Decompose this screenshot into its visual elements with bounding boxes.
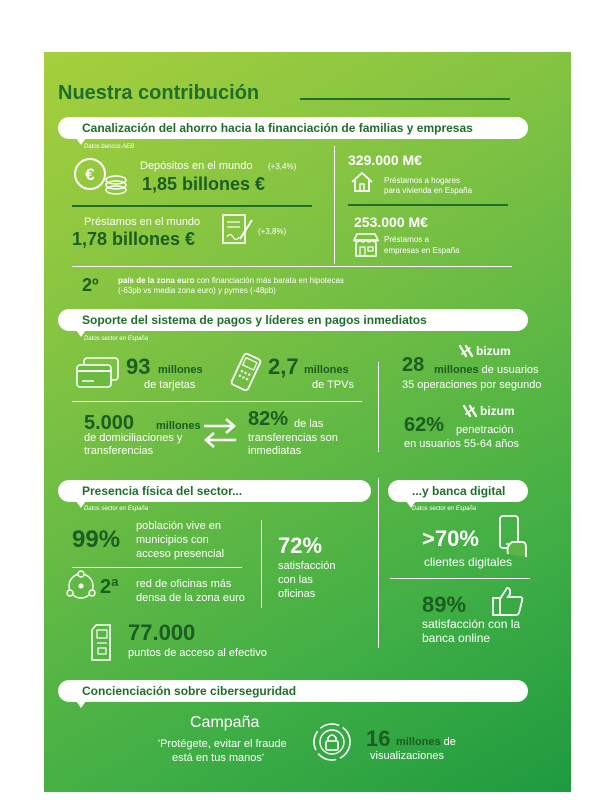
instant-transfers-line1: de las [294,418,324,430]
bizum-users-text: de usuarios [478,364,539,376]
bizum-logo [458,344,474,358]
campaign-line2: está en tus manos' [172,752,264,764]
domiciliations-label-line1: de domiciliaciones y [84,432,183,444]
contract-signature-icon [220,212,256,248]
divider [72,567,242,568]
bizum-users-value [402,354,424,377]
digital-clients-value: >70% [422,526,479,551]
rank-text: con financiación más barata en hipotecas [194,276,344,285]
instant-transfers-line3: inmediatas [248,445,302,457]
bizum-penetration-line1: penetración [456,424,514,436]
population-access-value: 99% [72,526,121,553]
section-header-digital: ...y banca digital [388,480,528,502]
deposits-label: Depósitos en el mundo [140,160,253,172]
tpv-unit: millones [304,364,349,376]
mortgage-label-line1: Préstamos a hogares [384,176,461,185]
divider [390,578,530,579]
cards-label: de tarjetas [144,379,196,391]
divider [334,146,335,264]
branch-density-value: 2ª [100,576,119,598]
bizum-users-unit: millones [434,364,479,376]
population-access-line2: municipios con [136,534,209,546]
loans-value: 1,78 billones € [72,229,196,249]
business-loans-label-line1: Préstamos a [384,235,429,244]
loans-label: Préstamos en el mundo [84,216,201,228]
rank-number: 2º [82,275,99,295]
branch-satisfaction-value: 72% [278,533,323,558]
atm-icon [88,622,116,662]
source-note: Datos sector en España [412,506,477,512]
section-header-savings: Canalización del ahorro hacia la financiación de familias y empresas [58,117,528,139]
bizum-brand: bizum [480,404,515,418]
views-value: 16 [366,726,391,751]
source-note: Datos sector en España [84,336,149,342]
mortgage-value: 329.000 M€ [348,152,422,168]
credit-cards-icon [74,356,122,390]
bizum-users-label [434,364,539,377]
views-text: de [440,736,456,748]
tpv-value: 2,7 [268,354,299,379]
branch-network-icon [64,570,98,602]
cards-value: 93 [126,354,151,379]
branch-satisfaction-line3: oficinas [278,588,316,600]
rank-text-line1 [118,276,344,286]
lock-shield-icon [312,722,352,762]
bizum-penetration-line2: en usuarios 55-64 años [404,438,519,450]
branch-satisfaction-line1: satisfacción [278,560,336,572]
source-note: Datos sector en España [84,506,149,512]
section-header-physical: Presencia física del sector... [58,480,371,502]
bizum-logo [462,404,478,418]
views-label: visualizaciones [370,750,444,762]
branch-satisfaction-line2: con las [278,574,313,586]
online-satisfaction-line2: banca online [422,631,491,645]
digital-clients-label: clientes digitales [424,555,513,569]
house-icon [350,170,374,194]
views-unit: millones [396,736,441,748]
pos-terminal-icon [228,352,264,392]
loans-change: (+3,8%) [258,227,287,236]
business-loans-label-line2: empresas en España [384,246,460,255]
exchange-arrows-icon [200,416,240,450]
divider [348,204,508,206]
online-satisfaction-value: 89% [422,592,467,617]
online-satisfaction-line1: satisfacción con la [422,617,521,631]
section-header-payments: Soporte del sistema de pagos y líderes en pagos inmediatos [58,309,528,331]
cash-access-label: puntos de acceso al efectivo [128,647,267,659]
divider [72,401,362,402]
phone-hand-icon [494,514,530,558]
views-unit-line [396,736,456,749]
title-divider [300,98,510,100]
shop-icon [352,232,380,258]
business-loans-value: 253.000 M€ [354,214,428,230]
domiciliations-label-line2: transferencias [84,445,154,457]
campaign-line1: 'Protégete, evitar el fraude [158,738,287,750]
campaign-title: Campaña [190,714,260,731]
svg-text:€: € [85,165,95,184]
deposits-change: (+3,4%) [268,162,297,171]
cash-access-value: 77.000 [128,620,196,645]
tpv-label: de TPVs [312,379,354,391]
rank-text-line2: (-63pb vs media zona euro) y pymes (-48pb) [118,286,276,295]
instant-transfers-value: 82% [248,408,289,430]
rank-highlight: país de la zona euro [118,276,195,285]
bizum-icon [458,344,474,358]
branch-density-line2: densa de la zona euro [136,592,245,604]
euro-coins-icon [72,156,132,196]
mortgage-label-line2: para vivienda en España [384,186,473,195]
bizum-ops: 35 operaciones por segundo [402,379,542,391]
thumbs-up-icon [490,584,526,618]
branch-density-line1: red de oficinas más [136,578,232,590]
divider [378,362,379,452]
bizum-icon [462,404,478,418]
bizum-users-number: 28 [402,354,425,376]
bizum-penetration-value: 62% [404,414,445,436]
divider [261,520,262,608]
population-access-line1: población vive en [136,520,222,532]
domiciliations-value: 5.000 [84,412,135,434]
divider [72,205,312,207]
source-note: Datos bancos AEB [84,144,135,150]
deposits-value: 1,85 billones € [142,174,266,194]
cards-unit: millones [158,364,203,376]
population-access-line3: acceso presencial [136,548,225,560]
domiciliations-unit: millones [156,420,201,432]
bizum-brand: bizum [476,344,511,358]
instant-transfers-line2: transferencias son [248,432,338,444]
section-header-cybersecurity: Concienciación sobre ciberseguridad [58,680,528,702]
divider [72,266,512,267]
divider [378,478,379,648]
page-title: Nuestra contribución [58,82,260,104]
